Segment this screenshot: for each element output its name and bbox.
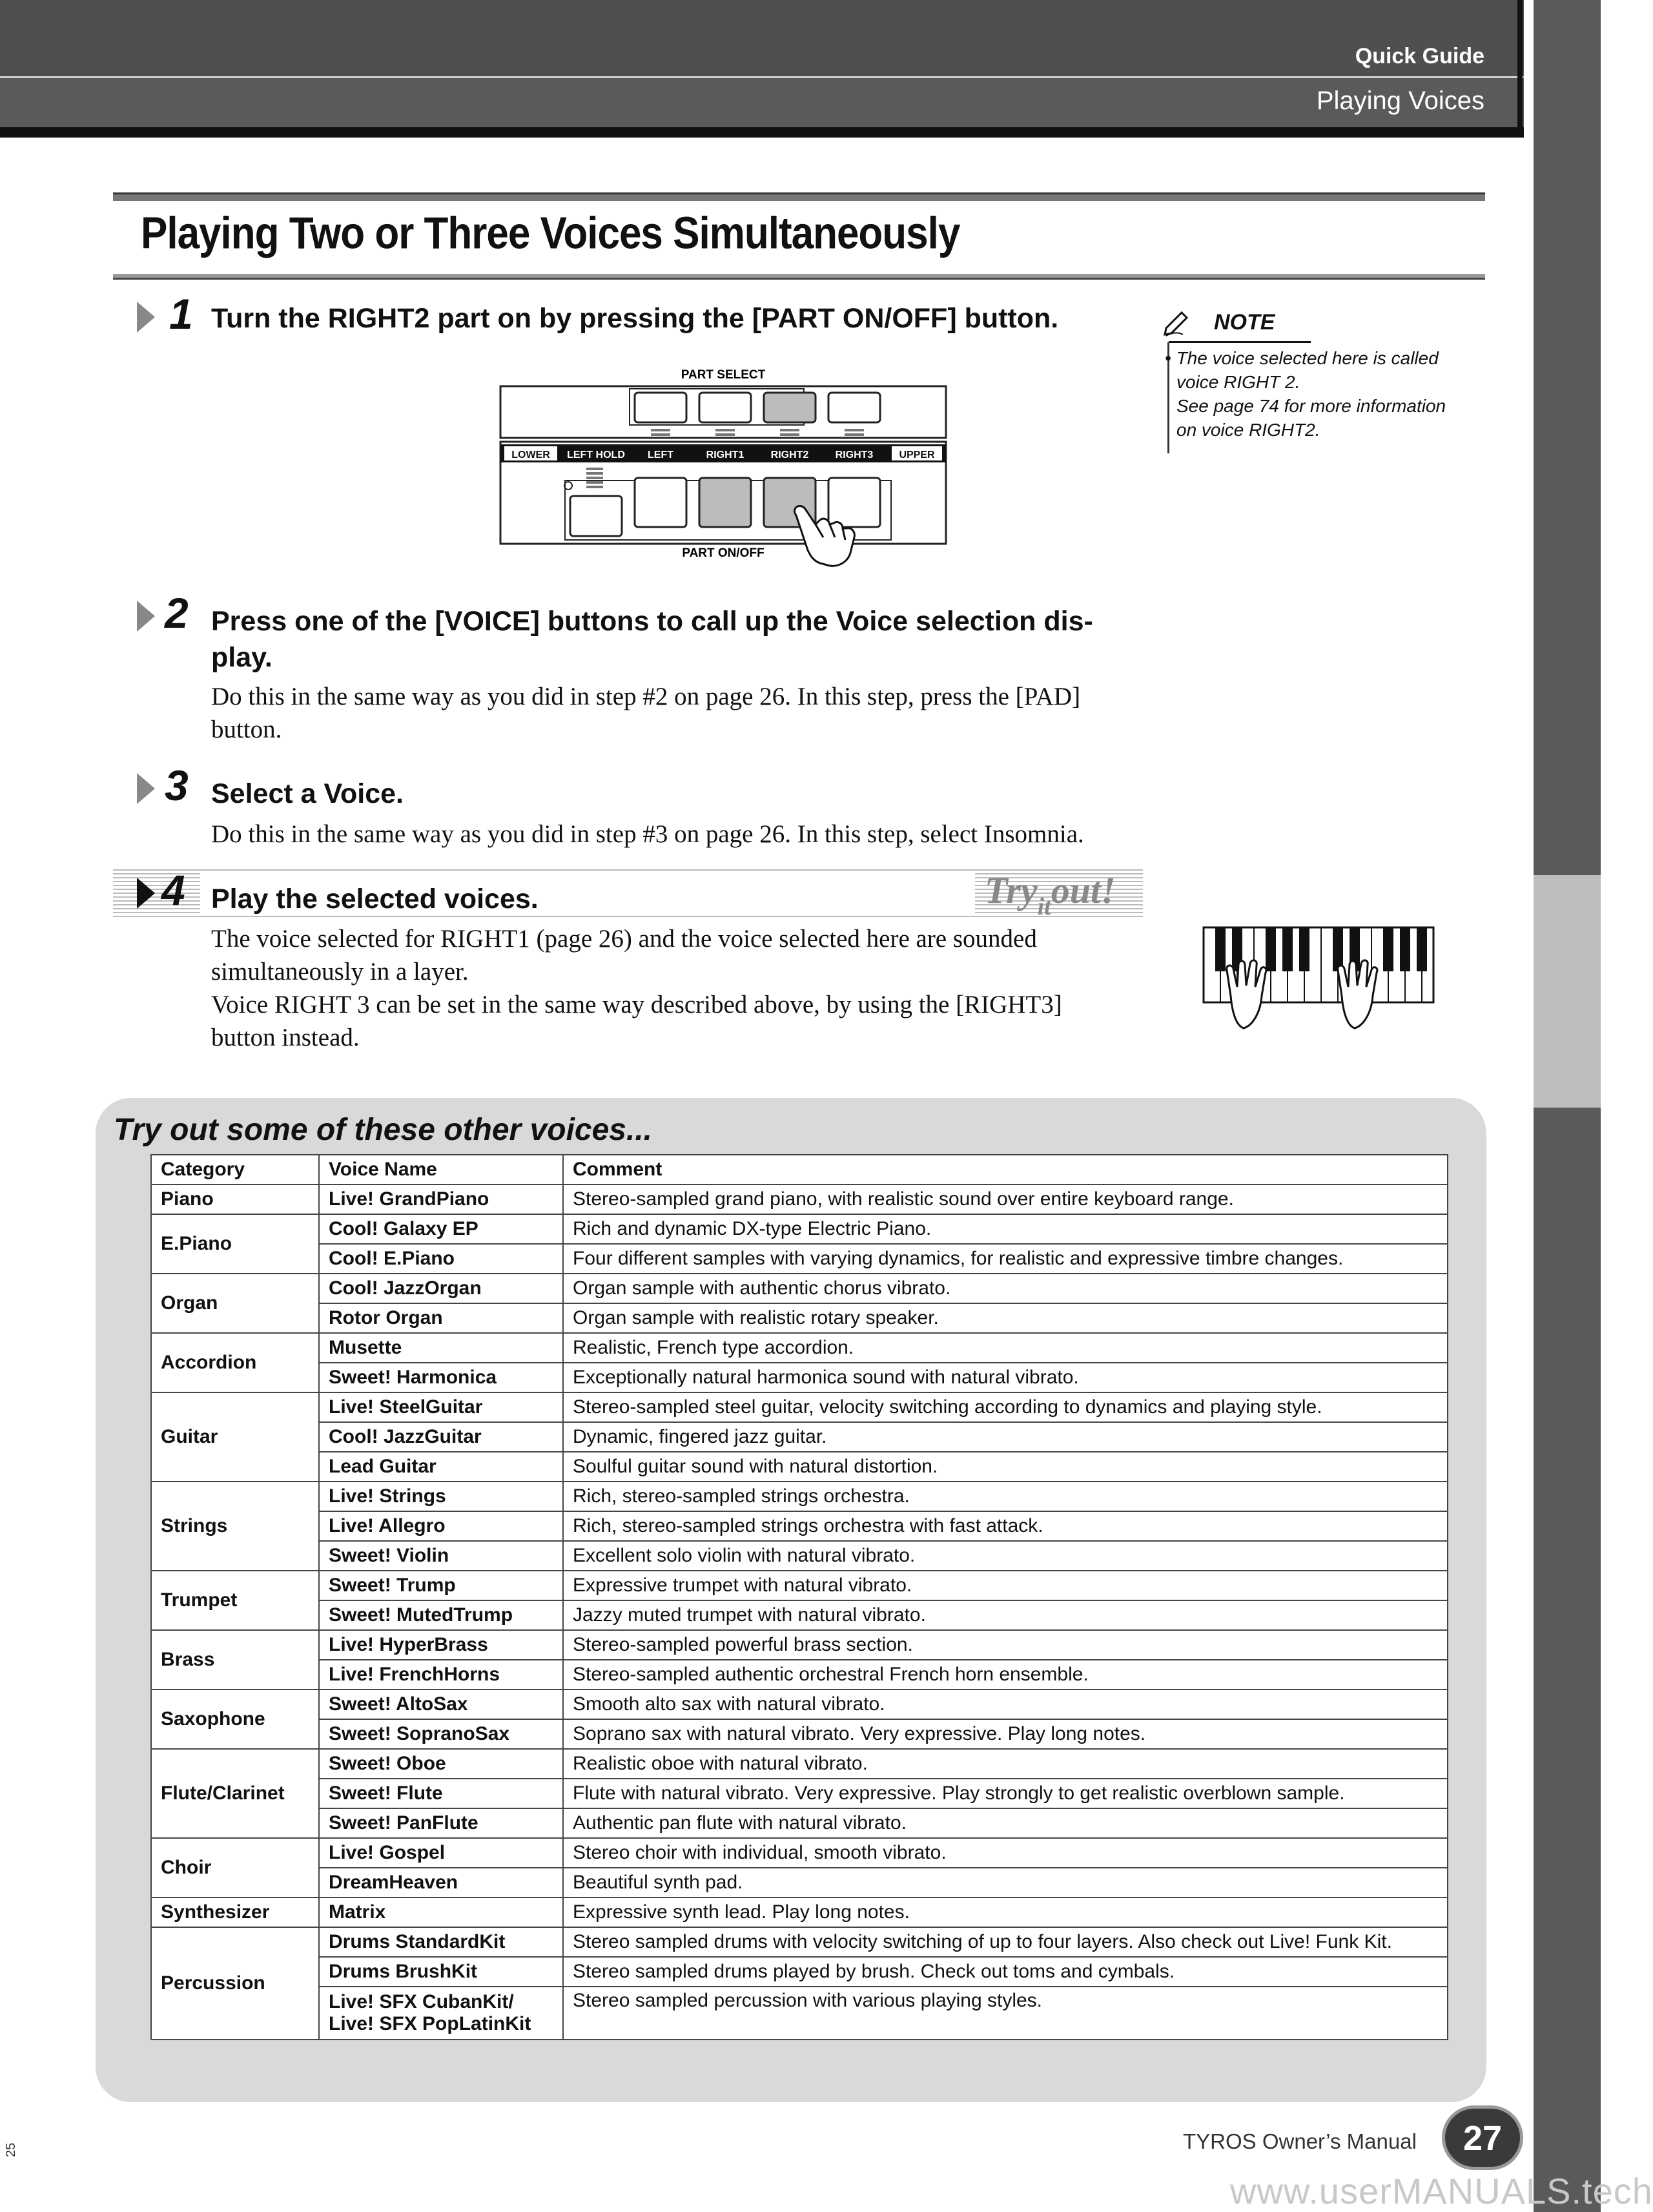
try-it-out-word: out!	[1051, 869, 1116, 911]
table-row	[151, 1274, 1448, 1303]
step-3-heading: Select a Voice.	[211, 778, 404, 809]
side-tab-dark-lower	[1534, 1108, 1601, 2212]
part-select-label: PART SELECT	[681, 368, 766, 382]
category-cell: Synthesizer	[151, 1897, 319, 1927]
step-3-body: Do this in the same way as you did in step #3 on page 26. In this step, select Insomnia.	[211, 820, 1084, 848]
comment-cell: Realistic oboe with natural vibrato.	[563, 1749, 1448, 1779]
voice-name-cell: Sweet! AltoSax	[319, 1690, 563, 1719]
table-header-row	[151, 1155, 1448, 1184]
table-row	[151, 1363, 1448, 1392]
table-row	[151, 1927, 1448, 1957]
category-cell: Brass	[151, 1630, 319, 1690]
comment-cell: Rich and dynamic DX-type Electric Piano.	[563, 1214, 1448, 1244]
title-rule-top	[113, 192, 1485, 201]
comment-cell: Realistic, French type accordion.	[563, 1333, 1448, 1363]
table-row	[151, 1571, 1448, 1600]
page-number: 27	[1463, 2119, 1503, 2158]
step-1-heading: Turn the RIGHT2 part on by pressing the [PART ON/OFF] button.	[211, 303, 1059, 334]
table-row	[151, 1987, 1448, 2040]
table-row	[151, 1897, 1448, 1927]
table-row	[151, 1511, 1448, 1541]
table-row	[151, 1244, 1448, 1274]
voice-name-line-1: Live! SFX CubanKit/	[329, 1991, 514, 2012]
manual-name: TYROS Owner’s Manual	[1183, 2129, 1417, 2153]
table-row	[151, 1303, 1448, 1333]
category-cell: Percussion	[151, 1927, 319, 2040]
voice-name-cell: Live! HyperBrass	[319, 1630, 563, 1660]
side-tab-active	[1534, 875, 1601, 1108]
voice-name-cell: Live! Gospel	[319, 1838, 563, 1868]
voice-name-cell: Cool! JazzOrgan	[319, 1274, 563, 1303]
step-2-number: 2	[165, 589, 189, 637]
category-cell: Accordion	[151, 1333, 319, 1392]
voice-name-cell: Sweet! Harmonica	[319, 1363, 563, 1392]
comment-cell: Organ sample with realistic rotary speaker.	[563, 1303, 1448, 1333]
step-marker-icon	[137, 773, 155, 804]
voice-name-cell: Cool! JazzGuitar	[319, 1422, 563, 1452]
comment-cell: Beautiful synth pad.	[563, 1868, 1448, 1897]
step-4-number: 4	[161, 866, 185, 914]
voice-name-cell: Sweet! MutedTrump	[319, 1600, 563, 1630]
note-line-2: voice RIGHT 2.	[1176, 372, 1300, 392]
table-row	[151, 1214, 1448, 1244]
voice-name-cell: Sweet! Flute	[319, 1779, 563, 1808]
step-marker-icon	[137, 878, 155, 909]
comment-cell: Smooth alto sax with natural vibrato.	[563, 1690, 1448, 1719]
voice-name-line-2: Live! SFX PopLatinKit	[329, 2013, 531, 2034]
table-row	[151, 1541, 1448, 1571]
note-title: NOTE	[1214, 310, 1275, 335]
table-row	[151, 1630, 1448, 1660]
quick-guide-label: Quick Guide	[1355, 44, 1484, 68]
voice-name-cell: Live! GrandPiano	[319, 1184, 563, 1214]
comment-cell: Rich, stereo-sampled strings orchestra with fast attack.	[563, 1511, 1448, 1541]
step-marker-icon	[137, 302, 155, 333]
voices-panel-title: Try out some of these other voices...	[114, 1113, 652, 1147]
step-4-body-line-2: simultaneously in a layer.	[211, 958, 469, 986]
step-2-body-line-1: Do this in the same way as you did in step #2 on page 26. In this step, press the [PAD]	[211, 683, 1081, 710]
step-2-heading-line-1: Press one of the [VOICE] buttons to call up the Voice selection dis-	[211, 606, 1093, 637]
comment-cell: Jazzy muted trumpet with natural vibrato.	[563, 1600, 1448, 1630]
comment-cell: Expressive trumpet with natural vibrato.	[563, 1571, 1448, 1600]
lower-label: LOWER	[511, 450, 550, 460]
step-marker-icon	[137, 601, 155, 632]
voice-name-cell: Live! Allegro	[319, 1511, 563, 1541]
header-category: Category	[151, 1155, 319, 1184]
step-4-heading: Play the selected voices.	[211, 884, 539, 915]
voice-name-cell: Sweet! SopranoSax	[319, 1719, 563, 1749]
header-vertical-edge	[1517, 0, 1523, 138]
table-row	[151, 1690, 1448, 1719]
comment-cell: Stereo choir with individual, smooth vibrato.	[563, 1838, 1448, 1868]
voice-name-cell: Sweet! Trump	[319, 1571, 563, 1600]
header-edge	[0, 127, 1524, 138]
note-text	[1165, 346, 1486, 442]
left-hold-label: LEFT HOLD	[567, 450, 625, 460]
table-row	[151, 1808, 1448, 1838]
table-row	[151, 1452, 1448, 1482]
voice-name-cell: Live! SteelGuitar	[319, 1392, 563, 1422]
table-row	[151, 1719, 1448, 1749]
side-margin-number: 25	[4, 2142, 18, 2157]
category-cell: E.Piano	[151, 1214, 319, 1274]
table-row	[151, 1482, 1448, 1511]
voice-name-cell: Sweet! Violin	[319, 1541, 563, 1571]
comment-cell: Four different samples with varying dynamics, for realistic and expressive timbre changes.	[563, 1244, 1448, 1274]
step-4-body-line-4: button instead.	[211, 1024, 360, 1051]
comment-cell: Organ sample with authentic chorus vibrato.	[563, 1274, 1448, 1303]
header-voice-name: Voice Name	[319, 1155, 563, 1184]
left-label: LEFT	[648, 450, 673, 460]
header-comment: Comment	[563, 1155, 1448, 1184]
table-row	[151, 1749, 1448, 1779]
try-it-word: Try	[985, 869, 1038, 911]
comment-cell: Stereo-sampled authentic orchestral French horn ensemble.	[563, 1660, 1448, 1690]
right1-label: RIGHT1	[706, 450, 744, 460]
voices-table	[150, 1154, 1448, 2040]
section-label: Playing Voices	[1316, 87, 1484, 115]
table-row	[151, 1184, 1448, 1214]
step-4-body-line-3: Voice RIGHT 3 can be set in the same way described above, by using the [RIGHT3]	[211, 991, 1062, 1018]
note-underline	[1169, 341, 1311, 343]
try-it-out-badge	[985, 869, 1116, 920]
page-title: Playing Two or Three Voices Simultaneously	[141, 209, 960, 259]
table-row	[151, 1333, 1448, 1363]
side-tab-dark	[1534, 0, 1601, 875]
voice-name-cell: Live! Strings	[319, 1482, 563, 1511]
comment-cell: Stereo sampled drums played by brush. Check out toms and cymbals.	[563, 1957, 1448, 1987]
category-cell: Flute/Clarinet	[151, 1749, 319, 1838]
category-cell: Piano	[151, 1184, 319, 1214]
voice-name-cell: Musette	[319, 1333, 563, 1363]
keyboard-hands-icon	[1201, 925, 1437, 1035]
comment-cell: Stereo-sampled powerful brass section.	[563, 1630, 1448, 1660]
step-2-body-line-2: button.	[211, 716, 282, 743]
voice-name-cell: Matrix	[319, 1897, 563, 1927]
comment-cell: Stereo-sampled grand piano, with realistic sound over entire keyboard range.	[563, 1184, 1448, 1214]
comment-cell: Soulful guitar sound with natural distortion.	[563, 1452, 1448, 1482]
comment-cell: Stereo sampled percussion with various playing styles.	[563, 1987, 1448, 2040]
table-row	[151, 1868, 1448, 1897]
comment-cell: Soprano sax with natural vibrato. Very expressive. Play long notes.	[563, 1719, 1448, 1749]
note-pencil-icon	[1162, 309, 1192, 338]
watermark: www.userMANUALS.tech	[1230, 2171, 1653, 2211]
try-it-small: it	[1037, 893, 1051, 920]
title-rule-bottom	[113, 274, 1485, 280]
comment-cell: Stereo sampled drums with velocity switching of up to four layers. Also check out Live! Funk Kit.	[563, 1927, 1448, 1957]
upper-label: UPPER	[899, 450, 935, 460]
voice-name-cell: Lead Guitar	[319, 1452, 563, 1482]
table-row	[151, 1392, 1448, 1422]
note-line-4: on voice RIGHT2.	[1176, 420, 1320, 440]
table-row	[151, 1600, 1448, 1630]
note-line-1: • The voice selected here is called	[1165, 348, 1439, 368]
comment-cell: Rich, stereo-sampled strings orchestra.	[563, 1482, 1448, 1511]
comment-cell: Excellent solo violin with natural vibrato.	[563, 1541, 1448, 1571]
voice-name-cell: Rotor Organ	[319, 1303, 563, 1333]
category-cell: Saxophone	[151, 1690, 319, 1749]
header-band	[0, 0, 1524, 76]
category-cell: Strings	[151, 1482, 319, 1571]
table-row	[151, 1422, 1448, 1452]
step-4-body-line-1: The voice selected for RIGHT1 (page 26) and the voice selected here are sounded	[211, 925, 1037, 953]
category-cell: Organ	[151, 1274, 319, 1333]
table-row	[151, 1660, 1448, 1690]
comment-cell: Authentic pan flute with natural vibrato.	[563, 1808, 1448, 1838]
right2-label: RIGHT2	[770, 450, 809, 460]
part-select-diagram	[494, 362, 952, 568]
voice-name-cell	[319, 1987, 563, 2040]
voice-name-cell: DreamHeaven	[319, 1868, 563, 1897]
comment-cell: Flute with natural vibrato. Very expressive. Play strongly to get realistic overblown sample.	[563, 1779, 1448, 1808]
part-onoff-label: PART ON/OFF	[682, 546, 765, 560]
step-1-number: 1	[169, 290, 193, 338]
table-row	[151, 1838, 1448, 1868]
step-3-number: 3	[165, 761, 189, 809]
table-row	[151, 1779, 1448, 1808]
comment-cell: Expressive synth lead. Play long notes.	[563, 1897, 1448, 1927]
category-cell: Guitar	[151, 1392, 319, 1482]
table-row	[151, 1957, 1448, 1987]
voice-name-cell: Drums BrushKit	[319, 1957, 563, 1987]
voice-name-cell: Sweet! PanFlute	[319, 1808, 563, 1838]
voice-name-cell: Cool! E.Piano	[319, 1244, 563, 1274]
voice-name-cell: Drums StandardKit	[319, 1927, 563, 1957]
voice-name-cell: Live! FrenchHorns	[319, 1660, 563, 1690]
voice-name-cell: Cool! Galaxy EP	[319, 1214, 563, 1244]
category-cell: Trumpet	[151, 1571, 319, 1630]
comment-cell: Stereo-sampled steel guitar, velocity switching according to dynamics and playing style.	[563, 1392, 1448, 1422]
step-2-heading-line-2: play.	[211, 642, 272, 673]
comment-cell: Dynamic, fingered jazz guitar.	[563, 1422, 1448, 1452]
right3-label: RIGHT3	[835, 450, 874, 460]
header-subband	[0, 78, 1524, 127]
comment-cell: Exceptionally natural harmonica sound with natural vibrato.	[563, 1363, 1448, 1392]
note-line-3: See page 74 for more information	[1176, 396, 1446, 416]
voice-name-cell: Sweet! Oboe	[319, 1749, 563, 1779]
category-cell: Choir	[151, 1838, 319, 1897]
